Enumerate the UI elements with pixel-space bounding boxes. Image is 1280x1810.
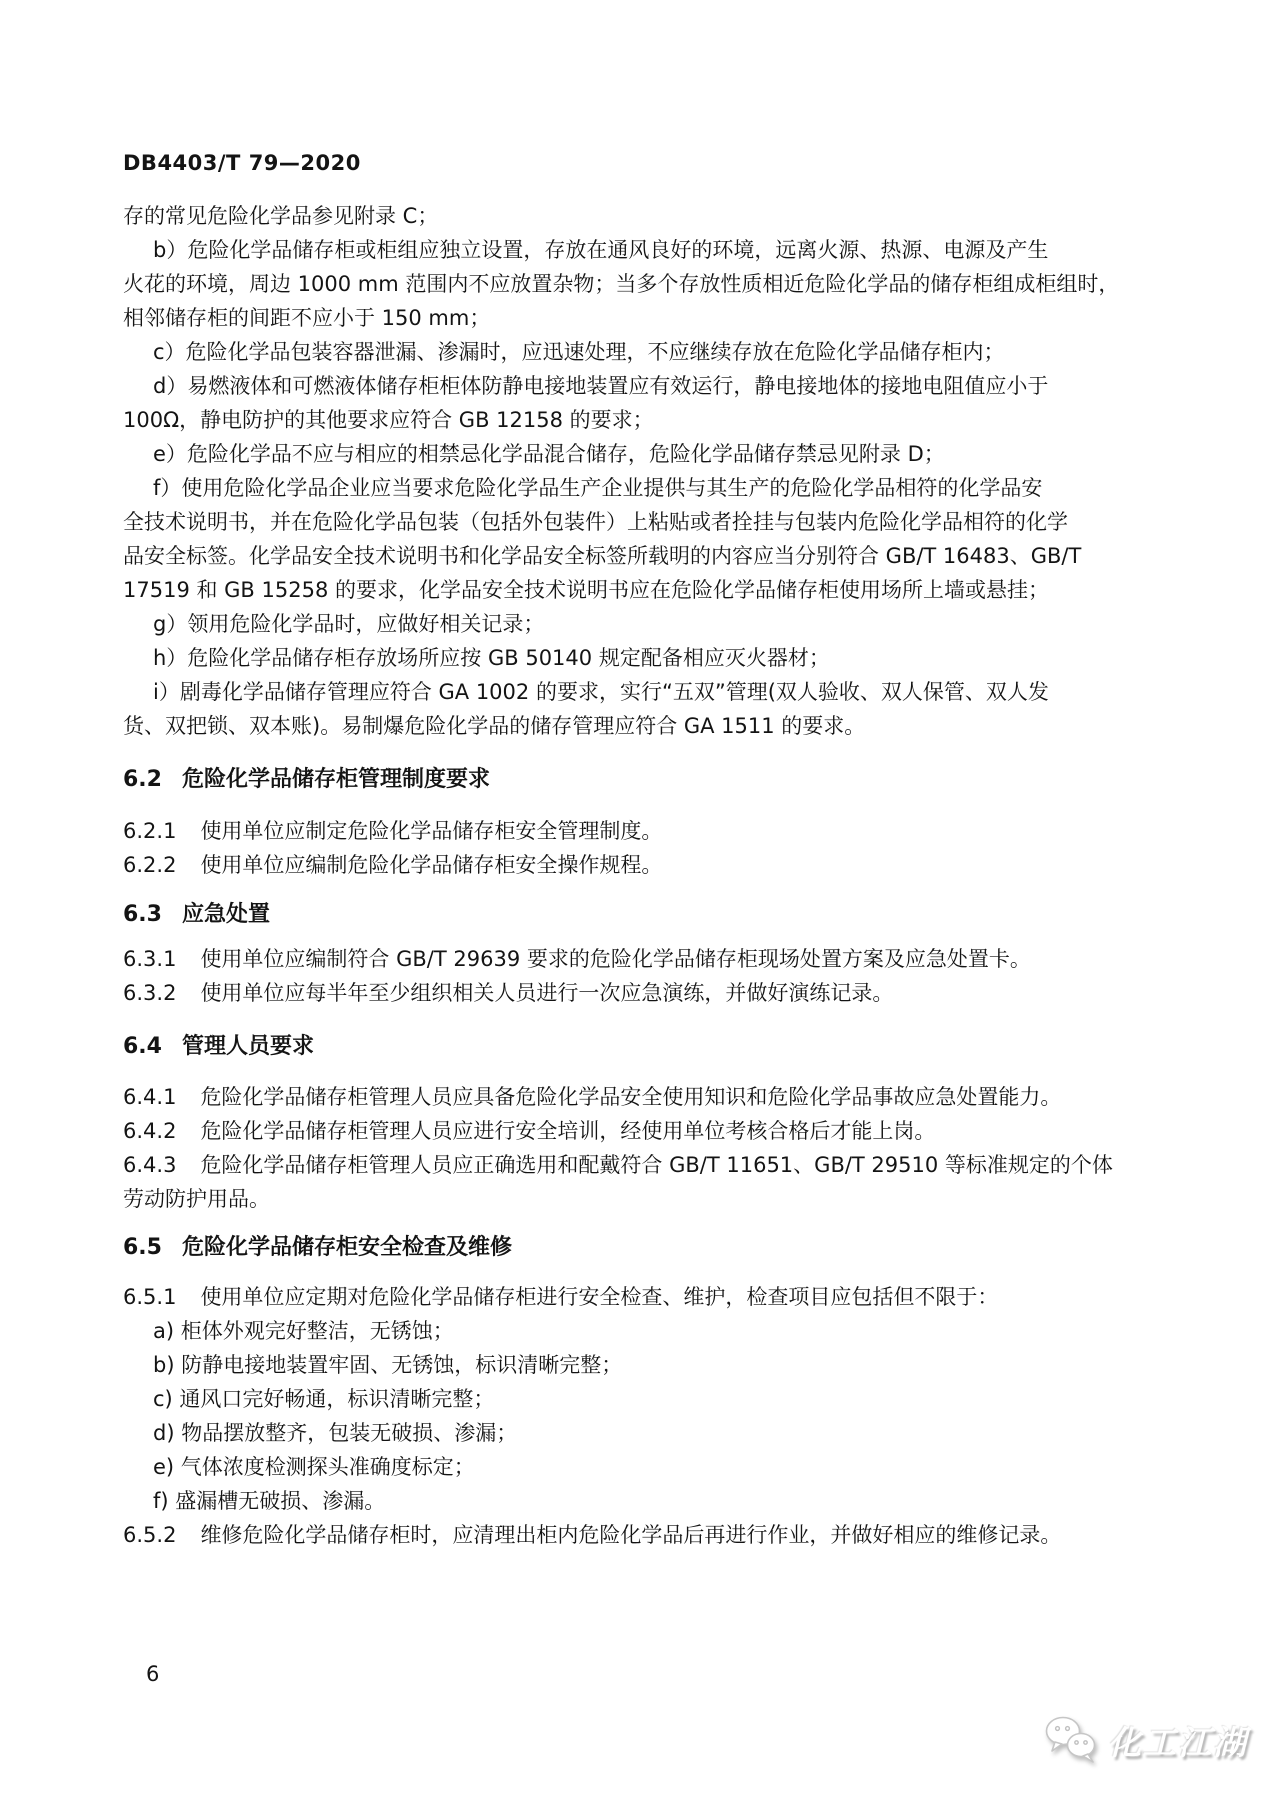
doc-code-header: DB4403/T 79—2020 <box>123 151 361 175</box>
clause-6-4-3-continuation: 劳动防护用品。 <box>123 1187 270 1211</box>
clause-number: 6.3.1 <box>123 947 177 971</box>
para-line: 火花的环境，周边 1000 mm 范围内不应放置杂物；当多个存放性质相近危险化学品的储存柜组成柜组时， <box>123 272 1120 296</box>
list-item-i-line: i）剧毒化学品储存管理应符合 GA 1002 的要求，实行“五双”管理(双人验收、双人保管、双人发 <box>153 680 1049 704</box>
clause-6-4-2 <box>123 1118 935 1144</box>
check-item-a: a) 柜体外观完好整洁，无锈蚀； <box>153 1319 454 1343</box>
clause-text: 危险化学品储存柜管理人员应具备危险化学品安全使用知识和危险化学品事故应急处置能力。 <box>200 1085 1062 1109</box>
brand-watermark <box>1042 1714 1248 1766</box>
check-item-f: f) 盛漏槽无破损、渗漏。 <box>153 1489 386 1513</box>
para-line: 相邻储存柜的间距不应小于 150 mm； <box>123 306 491 330</box>
clause-text: 危险化学品储存柜管理人员应正确选用和配戴符合 GB/T 11651、GB/T 29510 等标准规定的个体 <box>200 1153 1113 1177</box>
page-number: 6 <box>146 1662 160 1686</box>
list-item-c-line: c）危险化学品包装容器泄漏、渗漏时，应迅速处理，不应继续存放在危险化学品储存柜内； <box>153 340 1005 364</box>
section-number: 6.3 <box>123 902 162 927</box>
para-line: 品安全标签。化学品安全技术说明书和化学品安全标签所载明的内容应当分别符合 GB/T 16483、GB/T <box>123 544 1082 568</box>
clause-6-5-2 <box>123 1522 1061 1548</box>
clause-text: 危险化学品储存柜管理人员应进行安全培训，经使用单位考核合格后才能上岗。 <box>200 1119 936 1143</box>
clause-text: 使用单位应制定危险化学品储存柜安全管理制度。 <box>200 819 663 843</box>
list-item-d-line: d）易燃液体和可燃液体储存柜柜体防静电接地装置应有效运行，静电接地体的接地电阻值应小于 <box>153 374 1049 398</box>
para-line: 存的常见危险化学品参见附录 C； <box>123 204 439 228</box>
section-heading-6-5 <box>123 1234 512 1261</box>
check-item-c: c) 通风口完好畅通，标识清晰完整； <box>153 1387 495 1411</box>
clause-text: 使用单位应每半年至少组织相关人员进行一次应急演练，并做好演练记录。 <box>200 981 894 1005</box>
para-line: 100Ω，静电防护的其他要求应符合 GB 12158 的要求； <box>123 408 654 432</box>
clause-number: 6.4.1 <box>123 1085 177 1109</box>
section-number: 6.5 <box>123 1235 162 1260</box>
section-heading-6-4 <box>123 1033 314 1060</box>
section-heading-6-2 <box>123 766 490 793</box>
clause-text: 维修危险化学品储存柜时，应清理出柜内危险化学品后再进行作业，并做好相应的维修记录。 <box>200 1523 1062 1547</box>
para-line: 17519 和 GB 15258 的要求，化学品安全技术说明书应在危险化学品储存柜使用场所上墙或悬挂； <box>123 578 1049 602</box>
section-title: 应急处置 <box>181 902 270 927</box>
list-item-f-line: f）使用危险化学品企业应当要求危险化学品生产企业提供与其生产的危险化学品相符的化学品安 <box>153 476 1043 500</box>
clause-6-3-2 <box>123 980 893 1006</box>
clause-number: 6.4.2 <box>123 1119 177 1143</box>
section-number: 6.2 <box>123 767 162 792</box>
list-item-e-line: e）危险化学品不应与相应的相禁忌化学品混合储存，危险化学品储存禁忌见附录 D； <box>153 442 945 466</box>
clause-6-5-1 <box>123 1284 998 1310</box>
list-item-g-line: g）领用危险化学品时，应做好相关记录； <box>153 612 545 636</box>
section-heading-6-3 <box>123 901 270 928</box>
section-title: 管理人员要求 <box>181 1034 314 1059</box>
clause-text: 使用单位应编制危险化学品储存柜安全操作规程。 <box>200 853 663 877</box>
list-item-b-line: b）危险化学品储存柜或柜组应独立设置，存放在通风良好的环境，远离火源、热源、电源及产生 <box>153 238 1049 262</box>
brand-name: 化工江湖 <box>1108 1722 1248 1762</box>
clause-number: 6.5.1 <box>123 1285 177 1309</box>
clause-6-2-1 <box>123 818 662 844</box>
section-title: 危险化学品储存柜安全检查及维修 <box>181 1235 512 1260</box>
wechat-bubbles-icon <box>1042 1714 1100 1766</box>
clause-number: 6.2.1 <box>123 819 177 843</box>
clause-text: 使用单位应定期对危险化学品储存柜进行安全检查、维护，检查项目应包括但不限于： <box>200 1285 999 1309</box>
clause-6-4-3 <box>123 1152 1113 1178</box>
check-item-d: d) 物品摆放整齐，包装无破损、渗漏； <box>153 1421 518 1445</box>
check-item-e: e) 气体浓度检测探头准确度标定； <box>153 1455 475 1479</box>
clause-number: 6.3.2 <box>123 981 177 1005</box>
para-line: 全技术说明书，并在危险化学品包装（包括外包装件）上粘贴或者拴挂与包装内危险化学品相符的化学 <box>123 510 1068 534</box>
clause-text: 使用单位应编制符合 GB/T 29639 要求的危险化学品储存柜现场处置方案及应急处置卡。 <box>200 947 1031 971</box>
clause-number: 6.2.2 <box>123 853 177 877</box>
clause-6-4-1 <box>123 1084 1061 1110</box>
clause-number: 6.5.2 <box>123 1523 177 1547</box>
clause-6-3-1 <box>123 946 1031 972</box>
clause-6-2-2 <box>123 852 662 878</box>
para-line: 货、双把锁、双本账)。易制爆危险化学品的储存管理应符合 GA 1511 的要求。 <box>123 714 866 738</box>
clause-number: 6.4.3 <box>123 1153 177 1177</box>
check-item-b: b) 防静电接地装置牢固、无锈蚀，标识清晰完整； <box>153 1353 623 1377</box>
section-title: 危险化学品储存柜管理制度要求 <box>181 767 490 792</box>
section-number: 6.4 <box>123 1034 162 1059</box>
list-item-h-line: h）危险化学品储存柜存放场所应按 GB 50140 规定配备相应灭火器材； <box>153 646 830 670</box>
